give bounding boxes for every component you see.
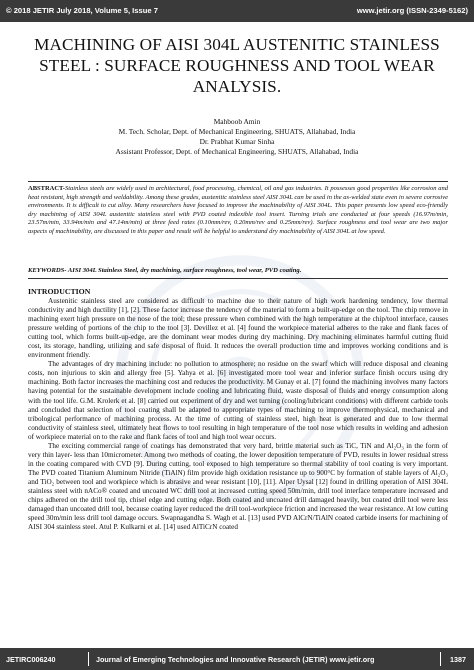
journal-issn-link[interactable]: www.jetir.org (ISSN-2349-5162): [356, 6, 468, 15]
abstract: [28, 185, 448, 237]
footer-divider: [88, 652, 89, 666]
introduction-body: [28, 297, 448, 532]
keywords-bottom-rule: [28, 278, 448, 279]
author-1-affiliation: M. Tech. Scholar, Dept. of Mechanical Engineering, SHUATS, Allahabad, India: [118, 127, 356, 136]
author-block: [20, 117, 454, 157]
author-1-name: Mahboob Amin: [213, 117, 261, 126]
paper-id: JETIRC006240: [6, 655, 56, 664]
author-2-name: Dr. Prabhat Kumar Sinha: [199, 137, 275, 146]
page-number: 1387: [450, 655, 466, 664]
author-2-affiliation: Assistant Professor, Dept. of Mechanical Engineering, SHUATS, Allahabad, India: [115, 147, 359, 156]
journal-footer-bar: [0, 648, 474, 670]
keywords: KEYWORDS- AISI 304L Stainless Steel, dry machining, surface roughness, tool wear, PVD coating.: [28, 267, 302, 274]
body-paragraph: The advantages of dry machining include: no pollution to atmosphere; no residue on the swarf which will reduce disposal and cleaning costs, non injurious to skin and allergy free [5]. Yahya et al. [6] investigated more tool wear and inferior surface finish occurs using dry machining. Both factor increases the machining cost and reduces the productivity. M Gunay et al. [7] found the machining involves many factors having potential for the sustainable development include cooling and lubricating fluid, waste disposal of fluids and energy consumption along with the tool life. G.M. Krolerk et al. [8] carried out experiment of dry and wet turning (cooling/lubricant conditions) with different carbide tools and concluded that selection of tool coating shall be adapted to appropriate types of machining to improve thermophysical, mechanical and tribological performance of machining process. At the time of cutting of stainless steel, high heat is generated and due to low thermal conductivity of stainless steel, ultimately heat flows to tool resulting in high temperature of the tool nose which results in welding and adhesion of workpiece material on to the rake and flank faces of tool and high tool wear occurs.: [28, 360, 448, 441]
abstract-top-rule: [28, 181, 448, 182]
paper-title: MACHINING OF AISI 304L AUSTENITIC STAINLESS STEEL : SURFACE ROUGHNESS AND TOOL WEAR ANALYSIS.: [34, 35, 440, 96]
body-paragraph: Austenitic stainless steel are considered as difficult to machine due to their nature of high work hardening tendency, low thermal conductivity and high ductility [1], [2]. These factor increase the tendency of the material to form a built-up-edge on the tool. The chip remove in machining exert high pressure on the nose of the tool; these pressure when combined with the high temperature at the chip/tool interface, causes pressure welding of portions of the chip to the tool [3]. Devillez et al. [4] found the workpiece material adheres to the rake and flank faces of cutting tool, which forms built-up-edge, are the dominant wear modes during dry machining. Dry machining eliminates harmful cutting fluid cost, its storage, handling, utilizing and safe disposal of fluid. It reduces the overall production time and improves working conditions and is environment friendly.: [28, 297, 448, 360]
journal-issue-info: © 2018 JETIR July 2018, Volume 5, Issue 7: [6, 6, 158, 15]
footer-divider: [440, 652, 441, 666]
abstract-text: Stainless steels are widely used in architectural, food processing, chemical, oil and gas industries. It possesses good properties like corrosion and heat resistant, high strength and weldability. Among these grades, austenitic stainless steel AISI 304L can be used in the as-welded state even in severe corrosive environments. It is difficult to cut alloy. Many researchers have focused to improve the machinability of AISI 304L. This paper presents low speed eco-friendly dry machining of AISI 304L austenitic stainless steel with PVD coated indexible tool insert. Turning trials are conducted at four speeds (16.97m/min, 23.57m/min, 33.94m/min and 47.14m/min) at three feed rates (0.10mm/rev, 0.20mm/rev and 0.25mm/rev). Surface roughness and tool wear are two major aspects of machinability, are discussed in this paper and result will be helpful to understand dry machinability of AISI 304L at low speed.: [28, 185, 448, 235]
journal-name-link[interactable]: Journal of Emerging Technologies and Innovative Research (JETIR) www.jetir.org: [96, 655, 375, 664]
body-paragraph: The exciting commercial range of coatings has demonstrated that very hard, brittle material such as TiC, TiN and Al₂O₃ in the form of very thin layer- less than 10micrometer. Among two methods of coating, the lower deposition temperature of PVD, results in lower residual stress in the coating compared with CVD [9]. During cutting, tool exposed to high temperature so thermal stability of tool coating is very important. The PVD coated Titanium Aluminum Nitride (TiAlN) film provide high oxidation resistance up to 900°C by formation of stable layers of Al₂O₃ and TiO₂ between tool and workpiece which is abrasive and wear resistant [10], [11]. Alper Uysal [12] found in drilling operation of AISI 304L stainless steel with nACo® coated and uncoated WC drill tool at increased cutting speed 50m/min, drill tool interface temperature increased and chips adhered on the drill tool tip, chisel edge and cutting edge. Both coated and uncoated drill damaged heavily, but coated drill tool were less damaged than uncoated drill tool, because coating layer reduced the drill tool-workpiece friction and increased the wear resistance. At low cutting speed 30m/min less drill tool damage occurs. Swapnagandha S. Wagh et al. [13] used PVD AlCrN/TiAlN coated carbide inserts for machining of AISI 304 stainless steel. Atul P. Kulkarni et al. [14] used AlTiCrN coated: [28, 441, 448, 532]
abstract-label: ABSTRACT-: [28, 185, 65, 192]
journal-header-bar: [0, 0, 474, 22]
section-heading-introduction: INTRODUCTION: [28, 287, 91, 296]
